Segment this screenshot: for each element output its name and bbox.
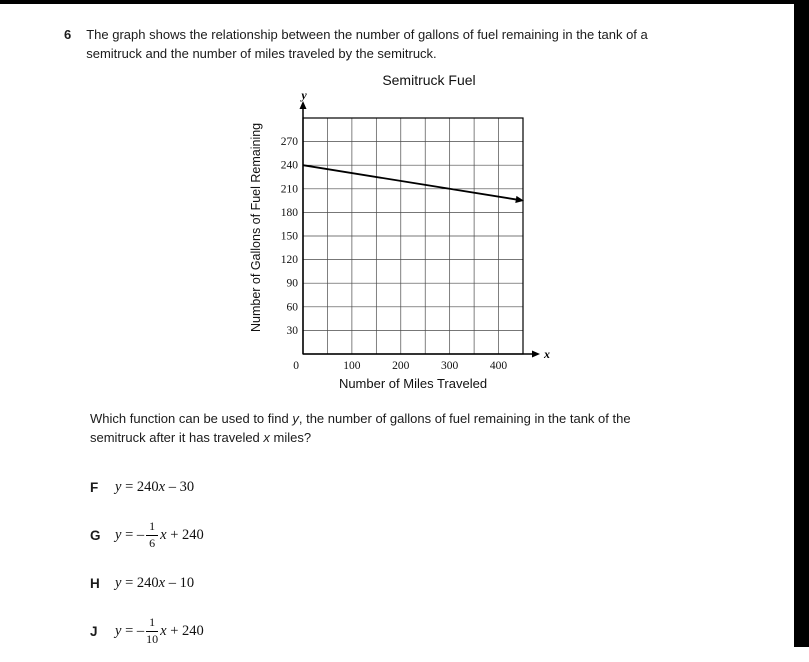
answer-choices bbox=[90, 470, 204, 662]
question-prompt bbox=[90, 410, 682, 448]
math-text: + 240 bbox=[166, 526, 204, 543]
math-text: – 10 bbox=[165, 574, 195, 591]
x-tick-label: 200 bbox=[392, 360, 410, 372]
math-variable: y bbox=[115, 478, 122, 495]
y-tick-label: 120 bbox=[280, 254, 298, 267]
prompt-variable: y bbox=[292, 411, 299, 426]
math-text: – 30 bbox=[165, 478, 195, 495]
choice-label: H bbox=[90, 575, 100, 591]
answer-choice-G bbox=[90, 518, 204, 552]
page-right-border bbox=[794, 0, 809, 647]
math-text: = – bbox=[121, 622, 145, 639]
math-text: + 240 bbox=[166, 622, 204, 639]
choice-expression bbox=[115, 520, 204, 551]
y-tick-label: 210 bbox=[280, 183, 298, 196]
y-tick-label: 180 bbox=[280, 206, 298, 219]
x-tick-label: 300 bbox=[441, 360, 459, 372]
math-variable: y bbox=[115, 622, 122, 639]
fraction-denominator: 10 bbox=[146, 631, 159, 646]
math-variable: x bbox=[158, 478, 166, 495]
x-axis-label: Number of Miles Traveled bbox=[338, 376, 488, 391]
math-variable: y bbox=[115, 574, 122, 591]
origin-label: 0 bbox=[293, 360, 299, 372]
prompt-text: , the number of gallons of fuel remaining in the tank of the semitruck after it has traveled bbox=[90, 411, 631, 445]
prompt-variable: x bbox=[263, 429, 270, 445]
y-tick-label: 90 bbox=[286, 277, 298, 290]
y-tick-label: 150 bbox=[280, 230, 298, 243]
y-axis-arrow bbox=[300, 101, 307, 109]
math-variable: x bbox=[160, 622, 167, 639]
choice-label: J bbox=[90, 623, 98, 639]
fraction-numerator: 1 bbox=[146, 520, 158, 536]
choice-expression bbox=[115, 479, 194, 496]
y-axis-label: Number of Gallons of Fuel Remaining bbox=[249, 122, 263, 332]
y-tick-label: 60 bbox=[286, 301, 298, 314]
fraction bbox=[146, 616, 158, 647]
chart-title: Semitruck Fuel bbox=[382, 72, 476, 88]
math-variable: y bbox=[115, 526, 122, 543]
question-block bbox=[64, 26, 674, 64]
choice-label: G bbox=[90, 527, 101, 543]
math-variable: x bbox=[158, 574, 166, 591]
y-axis-variable: y bbox=[301, 92, 307, 102]
fraction bbox=[146, 520, 158, 551]
answer-choice-H bbox=[90, 566, 204, 600]
page-top-border bbox=[0, 0, 809, 4]
choice-expression bbox=[115, 616, 204, 647]
prompt-text: Which function can be used to find bbox=[90, 411, 293, 426]
fuel-chart bbox=[249, 72, 575, 391]
fraction-numerator: 1 bbox=[146, 616, 158, 632]
fuel-line bbox=[303, 165, 518, 200]
chart-body bbox=[249, 92, 575, 380]
question-number: 6 bbox=[64, 27, 72, 42]
math-text: = – bbox=[121, 526, 145, 543]
question-text: The graph shows the relationship between the number of gallons of fuel remaining in the tank of a semitruck and the number of miles traveled by the semitruck. bbox=[86, 27, 648, 61]
x-axis-variable: x bbox=[544, 347, 550, 361]
y-tick-label: 30 bbox=[286, 324, 298, 337]
choice-expression bbox=[115, 575, 194, 592]
fraction-denominator: 6 bbox=[149, 535, 156, 550]
answer-choice-J bbox=[90, 614, 204, 648]
x-tick-label: 400 bbox=[489, 360, 508, 372]
prompt-text: miles? bbox=[269, 429, 312, 445]
math-text: = 240 bbox=[121, 574, 159, 591]
y-tick-label: 270 bbox=[280, 136, 298, 149]
x-axis-arrow bbox=[532, 351, 540, 358]
plot-area bbox=[263, 92, 555, 380]
answer-choice-F bbox=[90, 470, 204, 504]
math-variable: x bbox=[160, 526, 167, 543]
choice-label: F bbox=[90, 479, 99, 495]
x-tick-label: 100 bbox=[343, 360, 361, 372]
math-text: = 240 bbox=[121, 478, 159, 495]
y-tick-label: 240 bbox=[280, 159, 298, 172]
